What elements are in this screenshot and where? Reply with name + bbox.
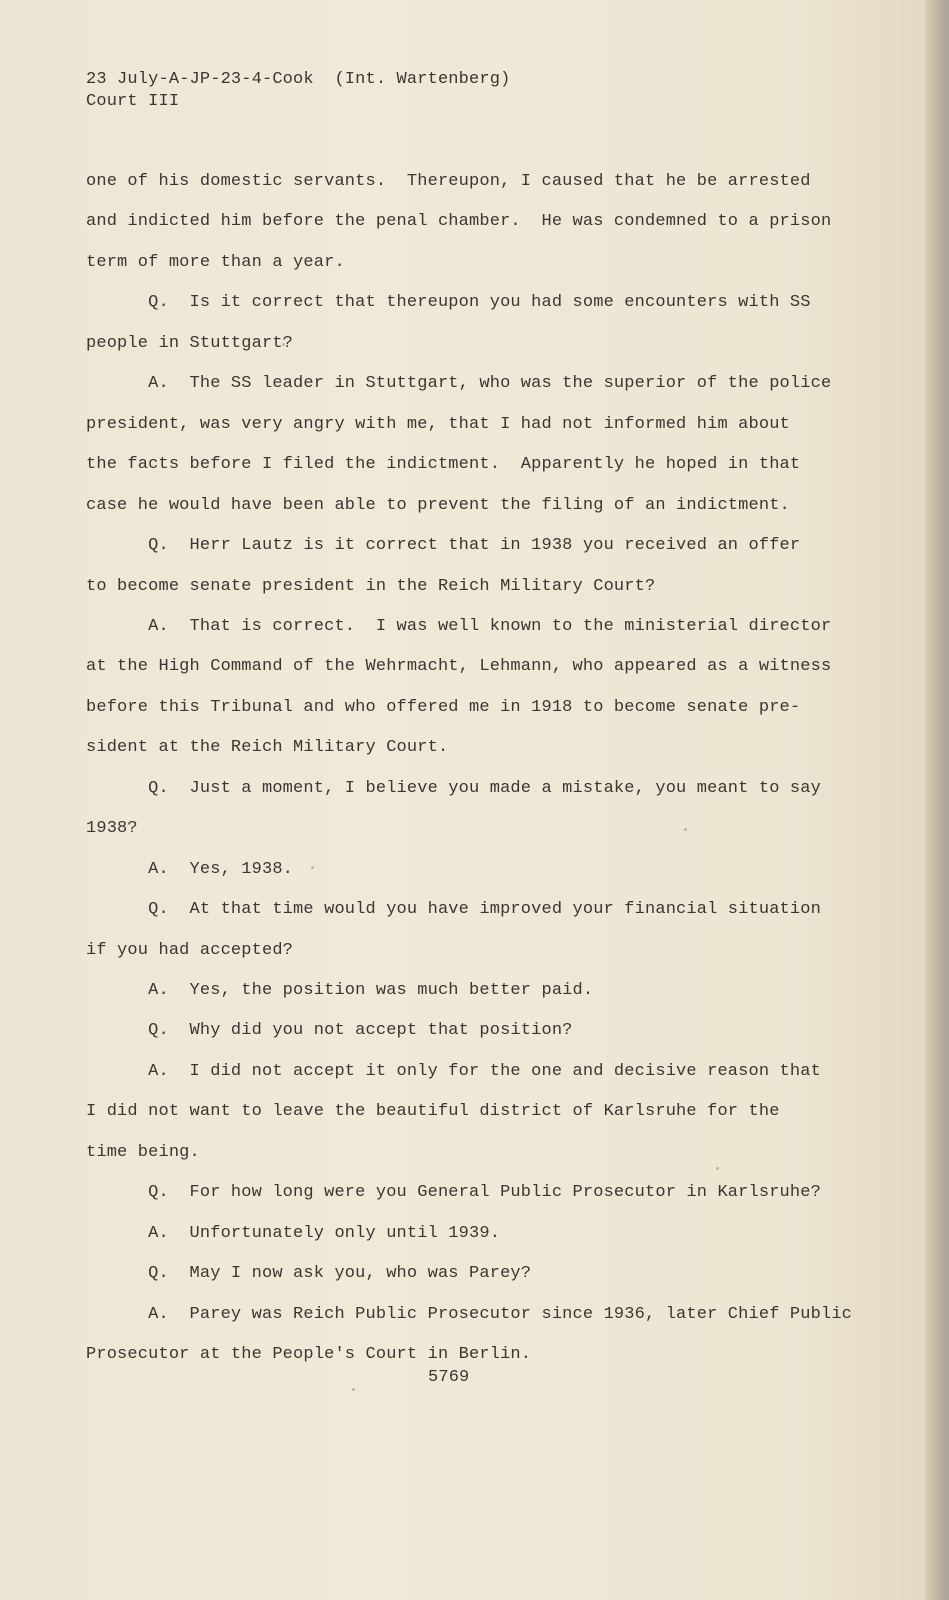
transcript-line: A. That is correct. I was well known to the ministerial director <box>86 617 832 636</box>
transcript-line: A. The SS leader in Stuttgart, who was the superior of the police <box>86 374 832 393</box>
transcript-line: if you had accepted? <box>86 941 294 960</box>
page-edge-shadow <box>925 0 949 1600</box>
paper-speck <box>684 828 687 831</box>
transcript-line: to become senate president in the Reich Military Court? <box>86 577 656 596</box>
transcript-line: people in Stuttgart? <box>86 334 294 353</box>
page-number: 5769 <box>428 1368 470 1387</box>
transcript-line: Q. Why did you not accept that position? <box>86 1021 573 1040</box>
transcript-line: president, was very angry with me, that I had not informed him about <box>86 415 790 434</box>
transcript-line: A. I did not accept it only for the one and decisive reason that <box>86 1062 821 1081</box>
transcript-line: case he would have been able to prevent the filing of an indictment. <box>86 496 790 515</box>
transcript-line: Q. Is it correct that thereupon you had some encounters with SS <box>86 293 811 312</box>
transcript-line: at the High Command of the Wehrmacht, Lehmann, who appeared as a witness <box>86 657 832 676</box>
transcript-line: I did not want to leave the beautiful district of Karlsruhe for the <box>86 1102 780 1121</box>
transcript-line: Q. For how long were you General Public Prosecutor in Karlsruhe? <box>86 1183 821 1202</box>
transcript-line: Q. At that time would you have improved your financial situation <box>86 900 821 919</box>
transcript-line: Prosecutor at the People's Court in Berlin. <box>86 1345 532 1364</box>
transcript-line: one of his domestic servants. Thereupon, I caused that he be arrested <box>86 172 811 191</box>
paper-speck <box>352 1388 355 1391</box>
transcript-line: Q. Just a moment, I believe you made a mistake, you meant to say <box>86 779 821 798</box>
transcript-line: A. Yes, the position was much better paid. <box>86 981 594 1000</box>
transcript-line: sident at the Reich Military Court. <box>86 738 449 757</box>
transcript-line: A. Unfortunately only until 1939. <box>86 1224 501 1243</box>
paper-speck <box>311 866 314 869</box>
header-court-line: Court III <box>86 92 180 111</box>
transcript-line: and indicted him before the penal chamber. He was condemned to a prison <box>86 212 832 231</box>
transcript-line: before this Tribunal and who offered me in 1918 to become senate pre- <box>86 698 801 717</box>
transcript-line: Q. Herr Lautz is it correct that in 1938 you received an offer <box>86 536 801 555</box>
transcript-line: term of more than a year. <box>86 253 345 272</box>
transcript-line: the facts before I filed the indictment. Apparently he hoped in that <box>86 455 801 474</box>
paper-speck <box>716 1167 719 1170</box>
transcript-line: A. Parey was Reich Public Prosecutor since 1936, later Chief Public <box>86 1305 853 1324</box>
paper-speck <box>282 343 285 346</box>
transcript-line: Q. May I now ask you, who was Parey? <box>86 1264 532 1283</box>
transcript-line: 1938? <box>86 819 138 838</box>
transcript-line: A. Yes, 1938. <box>86 860 294 879</box>
transcript-line: time being. <box>86 1143 200 1162</box>
header-docket-line: 23 July-A-JP-23-4-Cook (Int. Wartenberg) <box>86 70 511 89</box>
